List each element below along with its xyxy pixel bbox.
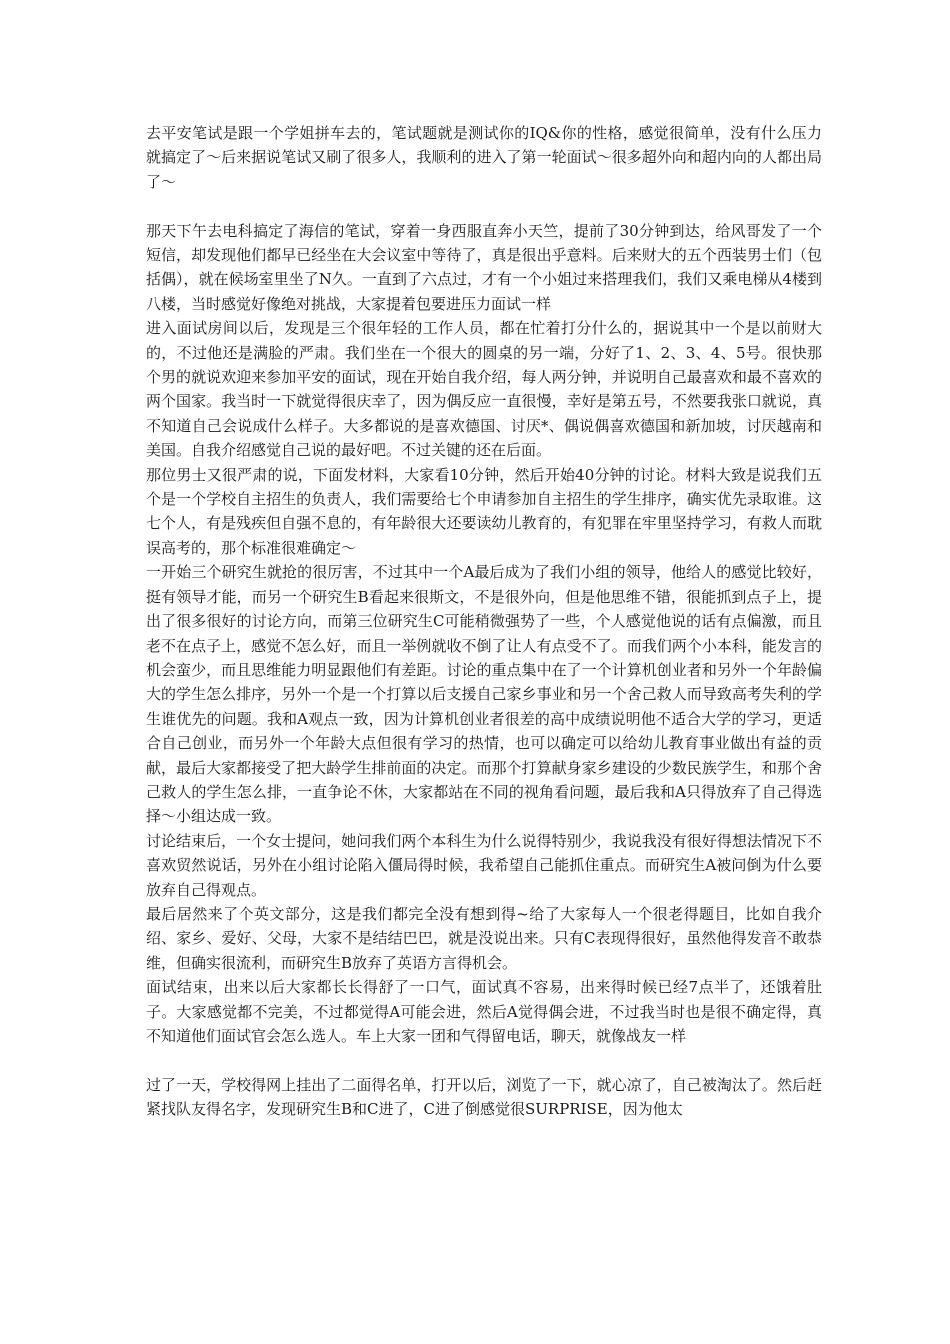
paragraph-results: 过了一天，学校得网上挂出了二面得名单，打开以后，浏览了一下，就心凉了，自己被淘汰了。然后赶紧找队友得名字，发现研究生B和C进了，C进了倒感觉很SURPRISE，因为他太 bbox=[146, 1075, 822, 1119]
paragraph-questions: 讨论结束后，一个女士提问，她问我们两个本科生为什么说得特别少，我说我没有很好得想法情况下不喜欢贸然说话，另外在小组讨论陷入僵局得时候，我希望自己能抓住重点。而研究生A被问倒为什么要放弃自己得观点。 bbox=[146, 831, 822, 899]
paragraph-interview-end: 面试结束，出来以后大家都长长得舒了一口气，面试真不容易，出来得时候已经7点半了，还饿着肚子。大家感觉都不完美，不过都觉得A可能会进，然后A觉得偶会进，不过我当时也是很不确定得，真不知道他们面试官会怎么选人。车上大家一团和气得留电话，聊天，就像战友一样 bbox=[146, 978, 822, 1046]
paragraph-arrival: 那天下午去电科搞定了海信的笔试，穿着一身西服直奔小天竺，提前了30分钟到达，给风哥发了一个短信，却发现他们都早已经坐在大会议室中等待了，真是很出乎意料。后来财大的五个西装男士们（包括偶），就在候场室里坐了N久。一直到了六点过，才有一个小姐过来搭理我们，我们又乘电梯从4楼到八楼，当时感觉好像绝对挑战，大家提着包要进压力面试一样 bbox=[146, 221, 822, 313]
paragraph-spacer bbox=[146, 1048, 822, 1072]
paragraph-written-test: 去平安笔试是跟一个学姐拼车去的，笔试题就是测试你的IQ&你的性格，感觉很简单，没有什么压力就搞定了～后来据说笔试又刷了很多人，我顺利的进入了第一轮面试～很多超外向和超内向的人都出局了～ bbox=[146, 124, 822, 191]
paragraph-discussion-materials: 那位男士又很严肃的说，下面发材料，大家看10分钟，然后开始40分钟的讨论。材料大致是说我们五个是一个学校自主招生的负责人，我们需要给七个申请参加自主招生的学生排序，确实优先录取谁。这七个人，有是残疾但自强不息的，有年龄很大还要读幼儿教育的，有犯罪在牢里坚持学习，有救人而耽误高考的，那个标准很难确定～ bbox=[146, 465, 822, 557]
paragraph-group-discussion: 一开始三个研究生就抢的很厉害，不过其中一个A最后成为了我们小组的领导，他给人的感觉比较好，挺有领导才能，而另一个研究生B看起来很斯文，不是很外向，但是他思维不错，很能抓到点子上，提出了很多很好的讨论方向，而第三位研究生C可能稍微强势了一些，个人感觉他说的话有点偏激，而且老不在点子上，感觉不怎么好，而且一举例就收不倒了让人有点受不了。而我们两个小本科，能发言的机会蛮少，而且思维能力明显跟他们有差距。讨论的重点集中在了一个计算机创业者和另外一个年龄偏大的学生怎么排序，另外一个是一个打算以后支援自己家乡事业和另一个舍己救人而导致高考失利的学生谁优先的问题。我和A观点一致，因为计算机创业者很差的高中成绩说明他不适合大学的学习，更适合自己创业，而另外一个年龄大点但很有学习的热情，也可以确定可以给幼儿教育事业做出有益的贡献，最后大家都接受了把大龄学生排前面的决定。而那个打算献身家乡建设的少数民族学生，和那个舍己救人的学生怎么排，一直争论不休，大家都站在不同的视角看问题，最后我和A只得放弃了自己得选择～小组达成一致。 bbox=[146, 563, 822, 826]
document-body bbox=[146, 121, 822, 1122]
paragraph-english-section: 最后居然来了个英文部分，这是我们都完全没有想到得~给了大家每人一个很老得题目，比如自我介绍、家乡、爱好、父母，大家不是结结巴巴，就是没说出来。只有C表现得很好，虽然他得发音不敢恭维，但确实很流利，而研究生B放弃了英语方言得机会。 bbox=[146, 904, 822, 972]
paragraph-self-introduction: 进入面试房间以后，发现是三个很年轻的工作人员，都在忙着打分什么的，据说其中一个是以前财大的，不过他还是满脸的严肃。我们坐在一个很大的圆桌的另一端，分好了1、2、3、4、5号。很快那个男的就说欢迎来参加平安的面试，现在开始自我介绍，每人两分钟，并说明自己最喜欢和最不喜欢的两个国家。我当时一下就觉得很庆幸了，因为偶反应一直很慢，幸好是第五号，不然要我张口就说，真不知道自己会说成什么样子。大多都说的是喜欢德国、讨厌*、偶说偶喜欢德国和新加坡，讨厌越南和美国。自我介绍感觉自己说的最好吧。不过关键的还在后面。 bbox=[146, 319, 822, 460]
paragraph-spacer bbox=[146, 194, 822, 218]
